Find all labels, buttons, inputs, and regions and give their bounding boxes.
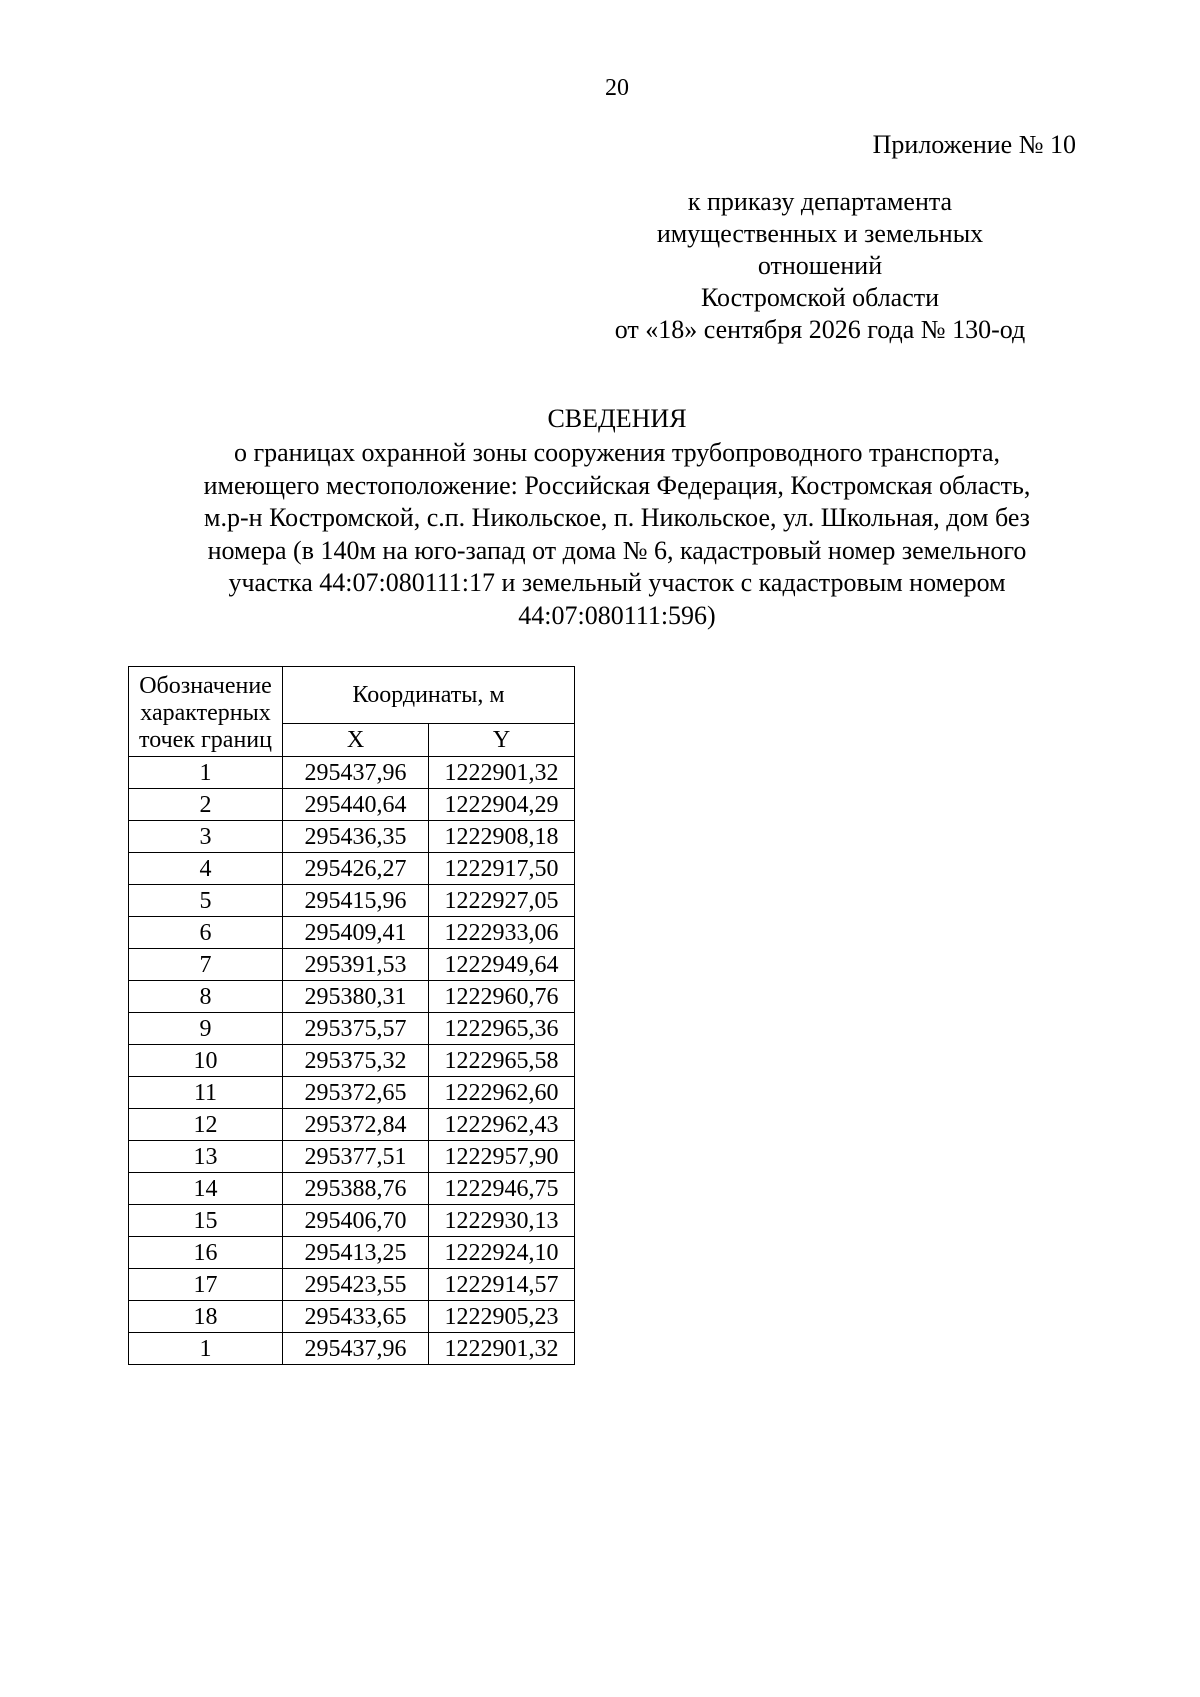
header-y: Y <box>429 724 575 757</box>
x-cell: 295372,84 <box>283 1109 429 1141</box>
point-cell: 18 <box>129 1301 283 1333</box>
y-cell: 1222905,23 <box>429 1301 575 1333</box>
x-cell: 295440,64 <box>283 789 429 821</box>
order-line: имущественных и земельных <box>656 219 984 248</box>
table-row <box>129 1141 575 1173</box>
x-cell: 295426,27 <box>283 853 429 885</box>
header-point-designation <box>129 667 283 757</box>
order-line: отношений <box>757 251 883 280</box>
table-row <box>129 949 575 981</box>
x-cell: 295433,65 <box>283 1301 429 1333</box>
coordinates-table <box>128 666 575 1365</box>
point-cell: 9 <box>129 1013 283 1045</box>
x-cell: 295375,57 <box>283 1013 429 1045</box>
x-cell: 295436,35 <box>283 821 429 853</box>
x-cell: 295380,31 <box>283 981 429 1013</box>
x-cell: 295372,65 <box>283 1077 429 1109</box>
table-row <box>129 1237 575 1269</box>
table-row <box>129 1301 575 1333</box>
x-cell: 295377,51 <box>283 1141 429 1173</box>
x-cell: 295391,53 <box>283 949 429 981</box>
point-cell: 4 <box>129 853 283 885</box>
x-cell: 295388,76 <box>283 1173 429 1205</box>
y-cell: 1222914,57 <box>429 1269 575 1301</box>
x-cell: 295437,96 <box>283 757 429 789</box>
table-row <box>129 1045 575 1077</box>
table-body <box>129 757 575 1365</box>
page-number: 20 <box>605 75 629 101</box>
description-line: имеющего местоположение: Российская Федерация, Костромская область, <box>203 470 1031 500</box>
description-line: о границах охранной зоны сооружения трубопроводного транспорта, <box>233 438 1001 467</box>
table-row <box>129 885 575 917</box>
description-line: м.р-н Костромской, с.п. Никольское, п. Никольское, ул. Школьная, дом без <box>204 503 1030 532</box>
point-cell: 5 <box>129 885 283 917</box>
table-row <box>129 1205 575 1237</box>
y-cell: 1222933,06 <box>429 917 575 949</box>
x-cell: 295415,96 <box>283 885 429 917</box>
point-cell: 15 <box>129 1205 283 1237</box>
point-cell: 16 <box>129 1237 283 1269</box>
document-heading: СВЕДЕНИЯ <box>547 404 687 433</box>
table-row <box>129 917 575 949</box>
point-cell: 6 <box>129 917 283 949</box>
x-cell: 295437,96 <box>283 1333 429 1365</box>
y-cell: 1222962,43 <box>429 1109 575 1141</box>
y-cell: 1222960,76 <box>429 981 575 1013</box>
description-line: номера (в 140м на юго-запад от дома № 6, кадастровый номер земельного <box>207 535 1027 565</box>
table-row <box>129 1173 575 1205</box>
x-cell: 295375,32 <box>283 1045 429 1077</box>
table-row <box>129 1333 575 1365</box>
point-cell: 14 <box>129 1173 283 1205</box>
y-cell: 1222927,05 <box>429 885 575 917</box>
x-cell: 295413,25 <box>283 1237 429 1269</box>
y-cell: 1222949,64 <box>429 949 575 981</box>
table-row <box>129 1269 575 1301</box>
y-cell: 1222930,13 <box>429 1205 575 1237</box>
order-reference <box>560 186 1080 346</box>
order-line: к приказу департамента <box>687 187 953 216</box>
y-cell: 1222901,32 <box>429 757 575 789</box>
x-cell: 295406,70 <box>283 1205 429 1237</box>
point-cell: 12 <box>129 1109 283 1141</box>
description-line: участка 44:07:080111:17 и земельный участок с кадастровым номером <box>228 568 1006 597</box>
point-cell: 10 <box>129 1045 283 1077</box>
y-cell: 1222946,75 <box>429 1173 575 1205</box>
y-cell: 1222901,32 <box>429 1333 575 1365</box>
y-cell: 1222904,29 <box>429 789 575 821</box>
table-row <box>129 853 575 885</box>
header-point-line: Обозначение <box>139 673 272 699</box>
y-cell: 1222908,18 <box>429 821 575 853</box>
table-row <box>129 1109 575 1141</box>
table-row <box>129 1077 575 1109</box>
point-cell: 8 <box>129 981 283 1013</box>
order-date-line: от «18» сентября 2026 года № 130-од <box>614 315 1026 344</box>
table-row <box>129 1013 575 1045</box>
point-cell: 1 <box>129 1333 283 1365</box>
y-cell: 1222965,58 <box>429 1045 575 1077</box>
header-point-line: точек границ <box>139 727 272 753</box>
header-coordinates: Координаты, м <box>283 667 575 724</box>
table-row <box>129 821 575 853</box>
point-cell: 13 <box>129 1141 283 1173</box>
point-cell: 7 <box>129 949 283 981</box>
point-cell: 17 <box>129 1269 283 1301</box>
header-point-line: характерных <box>140 700 271 726</box>
y-cell: 1222957,90 <box>429 1141 575 1173</box>
description-line: 44:07:080111:596) <box>518 600 716 630</box>
point-cell: 2 <box>129 789 283 821</box>
y-cell: 1222924,10 <box>429 1237 575 1269</box>
y-cell: 1222917,50 <box>429 853 575 885</box>
point-cell: 11 <box>129 1077 283 1109</box>
table-row <box>129 757 575 789</box>
table-row <box>129 981 575 1013</box>
point-cell: 3 <box>129 821 283 853</box>
order-line: Костромской области <box>700 283 940 312</box>
appendix-title: Приложение № 10 <box>872 130 1076 159</box>
x-cell: 295409,41 <box>283 917 429 949</box>
document-description <box>120 437 1114 632</box>
y-cell: 1222962,60 <box>429 1077 575 1109</box>
header-x: X <box>283 724 429 757</box>
x-cell: 295423,55 <box>283 1269 429 1301</box>
y-cell: 1222965,36 <box>429 1013 575 1045</box>
point-cell: 1 <box>129 757 283 789</box>
table-row <box>129 789 575 821</box>
